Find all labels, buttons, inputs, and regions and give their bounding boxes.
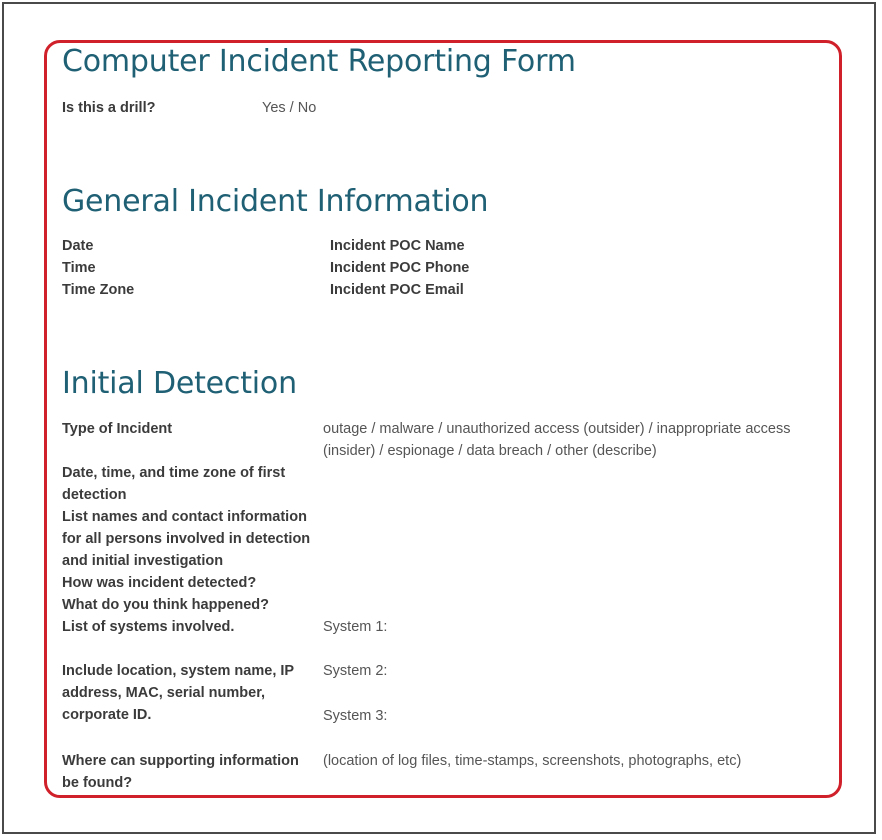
form-title: Computer Incident Reporting Form <box>62 44 576 79</box>
first-detection-label-line2: detection <box>62 487 127 503</box>
drill-label: Is this a drill? <box>62 100 156 116</box>
type-of-incident-label: Type of Incident <box>62 421 173 437</box>
drill-value: Yes / No <box>262 100 317 116</box>
system-1-label: System 1: <box>323 619 388 635</box>
persons-label-line2: for all persons involved in detection <box>62 531 311 547</box>
time-label: Time <box>62 260 96 276</box>
first-detection-label-line1: Date, time, and time zone of first <box>62 465 286 481</box>
include-label-line1: Include location, system name, IP <box>62 663 295 679</box>
supporting-info-label-line2: be found? <box>62 775 133 791</box>
system-2-label: System 2: <box>323 663 388 679</box>
type-of-incident-value-line2: (insider) / espionage / data breach / other (describe) <box>323 443 657 459</box>
type-of-incident-value-line1: outage / malware / unauthorized access (outsider) / inappropriate access <box>323 421 791 437</box>
how-detected-label: How was incident detected? <box>62 575 257 591</box>
time-zone-label: Time Zone <box>62 282 135 298</box>
poc-name-label: Incident POC Name <box>330 238 465 254</box>
supporting-info-value: (location of log files, time-stamps, screenshots, photographs, etc) <box>323 753 742 769</box>
general-heading: General Incident Information <box>62 184 489 219</box>
persons-label-line1: List names and contact information <box>62 509 307 525</box>
systems-involved-label: List of systems involved. <box>62 619 235 635</box>
poc-phone-label: Incident POC Phone <box>330 260 470 276</box>
include-label-line2: address, MAC, serial number, <box>62 685 266 701</box>
persons-label-line3: and initial investigation <box>62 553 224 569</box>
detection-heading: Initial Detection <box>62 366 297 401</box>
system-3-label: System 3: <box>323 708 388 724</box>
supporting-info-label-line1: Where can supporting information <box>62 753 299 769</box>
date-label: Date <box>62 238 94 254</box>
include-label-line3: corporate ID. <box>62 707 152 723</box>
poc-email-label: Incident POC Email <box>330 282 464 298</box>
what-happened-label: What do you think happened? <box>62 597 270 613</box>
